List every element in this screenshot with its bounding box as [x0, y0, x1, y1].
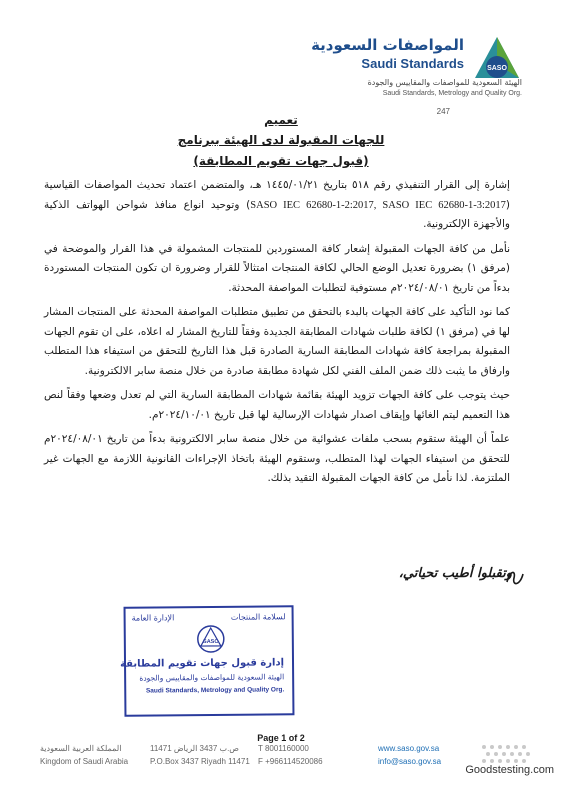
paragraph-5: علماً أن الهيئة ستقوم بسحب ملفات عشوائية من خلال منصة سابر الالكترونية بدءاً من تاريخ ٢٠٢٤/٠٨/٠١م للتحقق من استيفاء الجهات لهذا المتطلب، وستقوم الهيئة باتخاذ الإجراءات القانونية اللازمة مع الجهات غير الملتزمة. لذا نأمل من كافة الجهات المقبولة التقيد بذلك.	[44, 433, 510, 484]
footer-pobox-en: P.O.Box 3437 Riyadh 11471	[150, 757, 250, 766]
signature-mark-icon	[504, 566, 526, 588]
paragraph-3: كما نود التأكيد على كافة الجهات بالبدء بالتحقق من تطبيق متطلبات المواصفة المحدثة على المنتجات المشار لها في (مرفق ١) لكافة طلبات شهادات المطابقة الجديدة وفقاً للتاريخ المشار له اعلاه، على ان تقوم الجهات المقبولة بمراجعة كافة شهادات المطابقة السارية الصادرة قبل هذا التاريخ للتحقق من استيفاء هذا المتطلب وارفاق ما يثبت ذلك ضمن الملف الفني لكل شهادة مطابقة صادرة من خلال منصة سابر الالكترونية.	[44, 306, 510, 377]
footer-country-ar: المملكة العربية السعودية	[40, 744, 122, 753]
official-stamp	[119, 605, 295, 716]
footer-dots-pattern-icon	[478, 742, 548, 766]
paragraph-4: حيث يتوجب على كافة الجهات تزويد الهيئة بقائمة شهادات المطابقة السارية التي لم تعدل وضعها وفقاً لنص هذا التعميم ليتم الغائها وإيقاف اصدار شهادات الإرسالية لها قبل تاريخ ٢٠٢٤/١٠/٠١م.	[44, 389, 510, 421]
stamp-division: لسلامة المنتجات	[230, 612, 286, 622]
standards-reference: SASO IEC 62680-1-2:2017, SASO IEC 62680-1-3:2017	[250, 199, 506, 211]
stamp-logo-abbr: SASO	[203, 638, 219, 646]
footer-email-link[interactable]: info@saso.gov.sa	[378, 757, 442, 766]
paragraph-1-end: ) وتوحيد انواع منافذ شواحن الهواتف الذكية والأجهزة الإلكترونية.	[44, 198, 510, 230]
circular-audience: للجهات المقبولة لدى الهيئة ببرنامج	[177, 133, 385, 147]
stamp-org-ar: الهيئة السعودية للمواصفات والمقاييس والجودة	[139, 672, 285, 683]
circular-title: تعميم	[264, 113, 298, 127]
paragraph-2: نأمل من كافة الجهات المقبولة إشعار كافة المستوردين للمنتجات المشمولة في هذا القرار والموضحة في (مرفق ١) بضرورة تعديل الوضع الحالي لكافة المنتجات امتثالاً للقرار وضرورة ان تكون المنتجات المستوردة بدءاً من تاريخ ٢٠٢٤/٠٨/٠١م مستوفية لتطلبات المواصفة المحدثة.	[44, 242, 510, 294]
footer-fax: F +966114520086	[258, 757, 323, 766]
stamp-office-name: إدارة قبول جهات تقويم المطابقة	[119, 657, 285, 670]
stamp-saso-logo-icon	[196, 624, 226, 654]
watermark: Goodstesting.com	[465, 764, 554, 776]
org-name-en: Saudi Standards	[361, 56, 464, 71]
org-name-ar: المواصفات السعودية	[311, 36, 464, 54]
closing-greeting: وتقبلوا أطيب تحياتي،	[398, 566, 512, 581]
logo-abbr: SASO	[487, 65, 507, 72]
org-fullname-ar: الهيئة السعودية للمواصفات والمقاييس والجودة	[367, 78, 522, 87]
paragraph-1	[44, 176, 510, 235]
footer-phone: T 8001160000	[258, 744, 309, 753]
saso-logo-block	[262, 32, 522, 104]
footer-website-link[interactable]: www.saso.gov.sa	[378, 744, 440, 753]
circular-body	[44, 176, 510, 494]
org-fullname-en: Saudi Standards, Metrology and Quality Org.	[382, 90, 522, 97]
saso-logo-icon	[472, 34, 522, 84]
paragraph-1-start: إشارة إلى القرار التنفيذي رقم ٥١٨ بتاريخ ١٤٤٥/٠١/٢١ هـ، والمتضمن اعتماد تحديث المواصفات القياسية (	[44, 179, 510, 211]
stamp-org-en: Saudi Standards, Metrology and Quality Org.	[145, 686, 285, 695]
page-number: Page 1 of 2	[257, 733, 305, 743]
stamp-department: الإدارة العامة	[131, 613, 175, 623]
footer-country-en: Kingdom of Saudi Arabia	[40, 757, 129, 766]
circular-program: (قبول جهات تقويم المطابقة)	[193, 154, 369, 168]
reference-number: 247	[436, 107, 450, 116]
footer-pobox-ar: ص.ب 3437 الرياض 11471	[150, 744, 239, 753]
